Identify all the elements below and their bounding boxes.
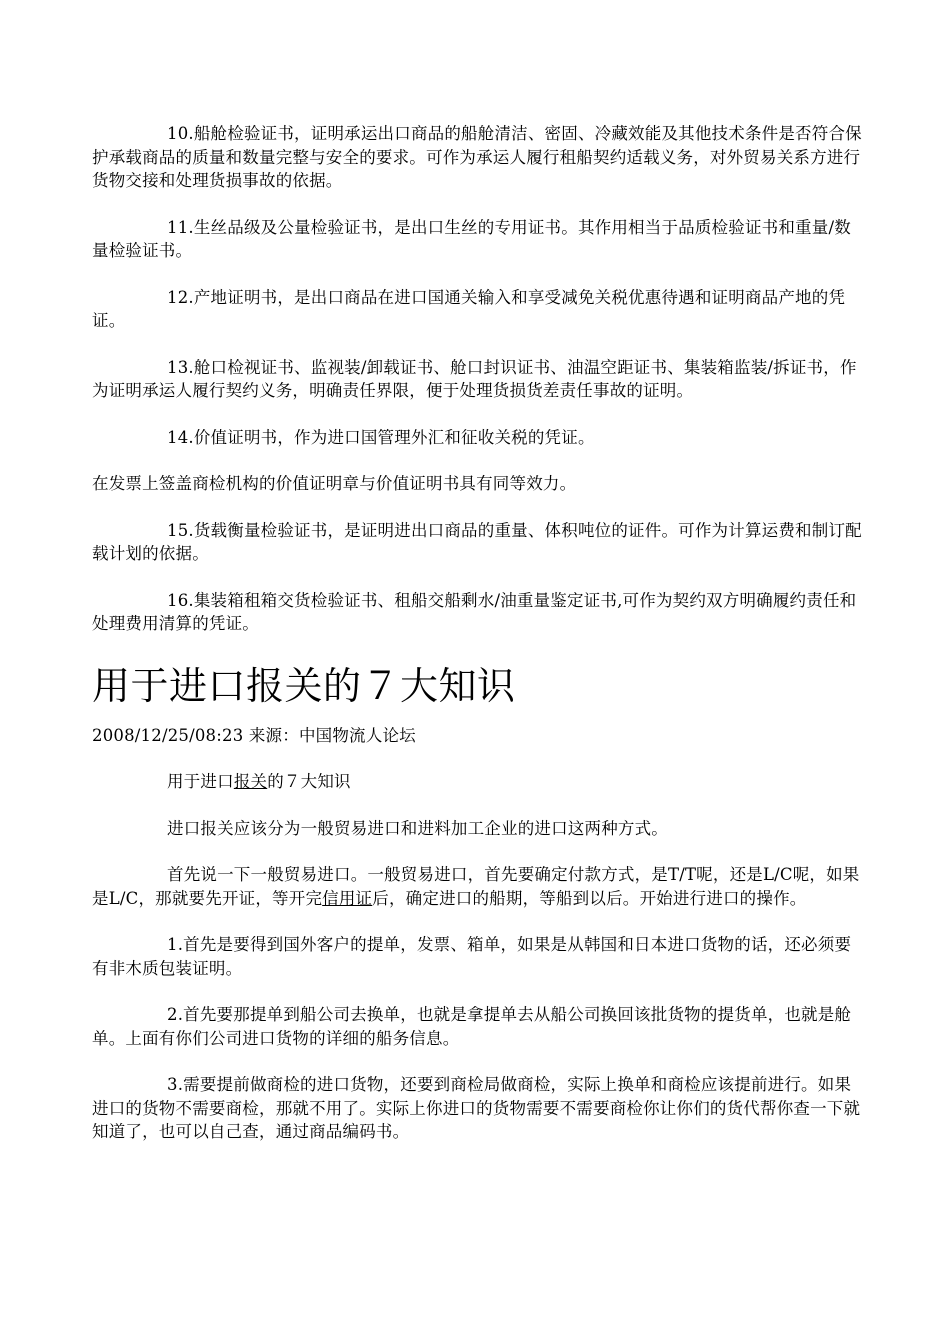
paragraph-step-3: 3.需要提前做商检的进口货物，还要到商检局做商检，实际上换单和商检应该提前进行。如果进口的货物不需要商检，那就不用了。实际上你进口的货物需要不需要商检你让你们的货代帮你查一下就知道了，也可以自己查，通过商品编码书。 bbox=[92, 1075, 861, 1141]
paragraph-general-trade bbox=[92, 863, 864, 910]
subtitle-text-post: 的７大知识 bbox=[267, 772, 351, 791]
paragraph-item-16: 16.集装箱租箱交货检验证书、租船交船剩水/油重量鉴定证书,可作为契约双方明确履约责任和处理费用清算的凭证。 bbox=[92, 590, 857, 633]
paragraph-item-13: 13.舱口检视证书、监视装/卸载证书、舱口封识证书、油温空距证书、集装箱监装/拆证书，作为证明承运人履行契约义务，明确责任界限，便于处理货损货差责任事故的证明。 bbox=[92, 357, 857, 400]
paragraph-item-11: 11.生丝品级及公量检验证书，是出口生丝的专用证书。其作用相当于品质检验证书和重量/数量检验证书。 bbox=[92, 217, 851, 260]
paragraph-item-12: 12.产地证明书，是出口商品在进口国通关输入和享受减免关税优惠待遇和证明商品产地的凭证。 bbox=[92, 287, 846, 330]
paragraph-item-15: 15.货载衡量检验证书，是证明进出口商品的重量、体积吨位的证件。可作为计算运费和制订配载计划的依据。 bbox=[92, 520, 862, 563]
general-text-pre: 首先说一下一般贸易进口。一般贸易进口，首先要确定付款方式，是T/T呢，还是L/C呢，如果是L/C，那就要先开证，等开完 bbox=[92, 865, 860, 908]
letter-of-credit-link[interactable]: 信用证 bbox=[322, 888, 373, 908]
paragraph-value-note: 在发票上签盖商检机构的价值证明章与价值证明书具有同等效力。 bbox=[92, 474, 577, 493]
paragraph-intro: 进口报关应该分为一般贸易进口和进料加工企业的进口这两种方式。 bbox=[167, 818, 668, 838]
document-page bbox=[92, 122, 864, 1144]
paragraph-step-2: 2.首先要那提单到船公司去换单，也就是拿提单去从船公司换回该批货物的提货单，也就是舱单。上面有你们公司进口货物的详细的船务信息。 bbox=[92, 1005, 852, 1048]
general-text-post: 后，确定进口的船期，等船到以后。开始进行进口的操作。 bbox=[372, 888, 807, 908]
article-subtitle bbox=[92, 770, 864, 794]
paragraph-item-14: 14.价值证明书，作为进口国管理外汇和征收关税的凭证。 bbox=[167, 427, 595, 447]
article-meta: 2008/12/25/08:23 来源：中国物流人论坛 bbox=[92, 725, 416, 745]
subtitle-text-pre: 用于进口 bbox=[167, 772, 234, 791]
customs-link[interactable]: 报关 bbox=[233, 772, 268, 791]
article-title: 用于进口报关的７大知识 bbox=[92, 663, 516, 708]
paragraph-item-10: 10.船舱检验证书，证明承运出口商品的船舱清洁、密固、冷藏效能及其他技术条件是否符合保护承载商品的质量和数量完整与安全的要求。可作为承运人履行租船契约适载义务，对外贸易关系方进行货物交接和处理货损事故的依据。 bbox=[92, 124, 862, 190]
paragraph-step-1: 1.首先是要得到国外客户的提单，发票、箱单，如果是从韩国和日本进口货物的话，还必须要有非木质包装证明。 bbox=[92, 935, 852, 978]
